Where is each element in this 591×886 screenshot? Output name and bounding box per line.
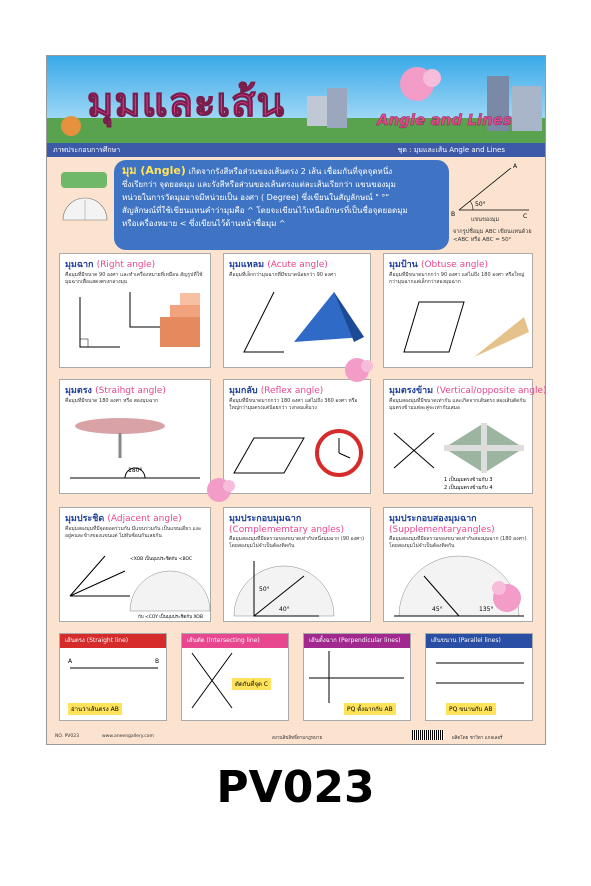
card-straight-line [59, 633, 167, 721]
card-desc: คือมุมสองมุมที่มีจุดยอดร่วมกัน มีแขนร่วมกัน เป็นแขนเดียว และอยู่คนละข้างของแขนแต่ ไม่ทับซ้อนกันเลยกัน [65, 526, 202, 539]
card-title: มุมแหลม [229, 260, 265, 270]
caption-2: <ABC หรือ ABC = 50° [453, 237, 512, 243]
supplementary-a1: 45° [432, 606, 443, 613]
poster-title-english: Angle and Lines [377, 111, 512, 129]
card-title: มุมฉาก [65, 260, 94, 270]
elephant-icon [337, 356, 377, 384]
svg-text:A: A [68, 658, 73, 665]
label-b: B [451, 211, 456, 218]
line-card-caption: PQ ขนานกับ AB [446, 703, 496, 715]
card-title-en: (Supplementaryangles) [389, 525, 495, 535]
protractor-icon [59, 170, 111, 230]
line-card-caption: อ่านว่าเส้นตรง AB [68, 703, 122, 715]
line-card-title: เส้นตรง (Straight line) [60, 634, 166, 648]
angle-diagram [451, 160, 533, 250]
poster-footer [47, 728, 545, 744]
card-desc: คือมุมที่มีขนาดมากกว่า 180 องศา แต่ไม่ถึง 360 องศา หรือใหญ่กว่ามุมตรงแต่น้อยกว่า วงกลมเต็มวง [229, 398, 358, 411]
card-vertical-angle [383, 379, 547, 494]
card-parallel-line [425, 633, 533, 721]
caption-1: จากรูปชื่อมุม ABC เขียนแทนด้วย [453, 229, 532, 235]
card-right-angle [59, 253, 211, 368]
card-desc: คือมุมสองมุมที่มีผลรวมของขนาดเท่ากับสองมุมฉาก (180 องศา) โดยสองมุมไม่จำเป็นต้องติดกัน [389, 536, 527, 549]
card-perpendicular-line [303, 633, 411, 721]
card-obtuse-angle [383, 253, 533, 368]
card-desc: คือมุมที่มีขนาดมากกว่า 90 องศา แต่ไม่ถึง 180 องศา หรือใหญ่กว่ามุมฉากแต่เล็กกว่าสองมุมฉาก [389, 272, 525, 285]
definition-bubble [114, 160, 449, 250]
adjacent-note-2: กับ <COY เป็นมุมประชิดกับ XOB [138, 615, 203, 620]
footer-maker: ผลิตโดย ชาวิตา แกลเลอรี่ [452, 736, 503, 741]
vertical-note-1: 1 เป็นมุมตรงข้ามกับ 3 [444, 477, 493, 483]
card-acute-angle [223, 253, 371, 368]
card-complementary-angle [223, 507, 371, 622]
subtitle-bar [47, 143, 545, 157]
line-card-title: เส้นขนาน (Parallel lines) [426, 634, 532, 648]
label-a: A [513, 163, 518, 170]
angle-degree: 50° [475, 201, 486, 208]
intro-line-5: หรือเครื่องหมาย < ซึ่งเขียนไว้ด้านหน้าชื่อมุม ^ [122, 219, 286, 228]
card-intersecting-line [181, 633, 289, 721]
card-straight-angle [59, 379, 211, 494]
poster-title-thai: มุมและเส้น [87, 80, 285, 126]
card-title: มุมกลับ [229, 386, 258, 396]
obtuse-angle-illustration [384, 287, 534, 367]
card-desc: คือมุมที่มีขนาด 90 องศา และทำเครื่องหมายที่เหมือน สัญรูปที่ใช้มุมฉากเพื่อแสดงตรงกลางมุม [65, 272, 203, 285]
intro-line-1: เกิดจากรังสีหรือส่วนของเส้นตรง 2 เส้น เชื่อมกันที่จุดจุดหนึ่ง [185, 167, 393, 176]
complementary-angle-illustration [224, 551, 372, 621]
card-desc: คือมุมสองมุมที่มีขนาดเท่ากัน และเกิดจากเส้นตรง สองเส้นตัดกัน มุมตรงข้ามแต่ละคู่จะเท่ากันเสมอ [389, 398, 526, 411]
intro-line-2: ซึ่งเรียกว่า จุดยอดมุม และรังสีหรือส่วนของเส้นตรงแต่ละเส้นเรียกว่า แขนของมุม [122, 180, 396, 189]
right-angle-illustration [60, 287, 212, 367]
straight-degree: 180° [128, 467, 143, 474]
card-title-en: (Adjacent angle) [107, 514, 182, 524]
card-title: มุมประกอบสองมุมฉาก [389, 514, 477, 524]
elephant-icon [487, 576, 527, 616]
straight-line-diagram [60, 648, 168, 688]
card-title-en: (Obtuse angle) [420, 260, 489, 270]
card-reflex-angle [223, 379, 371, 494]
line-card-caption: ตัดกันที่จุด C [232, 678, 271, 690]
intro-section [59, 160, 533, 250]
line-card-title: เส้นตั้งฉาก (Perpendicular lines) [304, 634, 410, 648]
adjacent-angle-illustration [60, 546, 212, 621]
poster [46, 55, 546, 745]
subtitle-left: ภาพประกอบการศึกษา [53, 146, 121, 154]
subtitle-right: ชุด : มุมและเส้น Angle and Lines [397, 146, 505, 154]
acute-angle-illustration [224, 282, 372, 367]
arm-label: แขนของมุม [471, 217, 500, 223]
line-card-caption: PQ ตั้งฉากกับ AB [344, 703, 396, 715]
card-title-en: (Straihgt angle) [95, 386, 166, 396]
card-title-en: (Right angle) [96, 260, 156, 270]
product-code: PV023 [216, 762, 375, 813]
parallel-line-diagram [426, 648, 534, 698]
svg-text:B: B [155, 658, 160, 665]
complementary-a1: 50° [259, 586, 270, 593]
card-title-en: (Acute angle) [267, 260, 328, 270]
card-title-en: (Complememtary angles) [229, 525, 344, 535]
card-desc: คือมุมที่มีขนาด 180 องศา หรือ สองมุมฉาก [65, 398, 159, 404]
vertical-note-2: 2 เป็นมุมตรงข้ามกับ 4 [444, 485, 493, 491]
line-card-title: เส้นตัด (Intersecting line) [182, 634, 288, 648]
intro-line-3: หน่วยในการวัดมุมอาจมีหน่วยเป็น องศา ( Degree) ซึ่งเขียนในสัญลักษณ์ " °" [122, 193, 390, 202]
angle-abc-diagram [451, 160, 533, 220]
card-title: มุมป้าน [389, 260, 418, 270]
card-title: มุมตรงข้าม [389, 386, 434, 396]
vertical-angle-illustration [384, 418, 534, 493]
card-adjacent-angle [59, 507, 211, 622]
reflex-angle-illustration [224, 418, 372, 493]
supplementary-a2: 135° [479, 606, 494, 613]
card-title: มุมตรง [65, 386, 92, 396]
barcode-icon [412, 730, 444, 740]
footer-website: www.aneengallery.com [102, 734, 154, 739]
adjacent-note-1: <XOB เป็นมุมประชิดกับ <BOC [130, 557, 193, 562]
footer-code: NO. PV023 [55, 734, 79, 739]
card-desc: คือมุมสองมุมที่มีผลรวมของขนาดเท่ากับหนึ่งมุมฉาก (90 องศา) โดยสองมุมไม่จำเป็นต้องติดกัน [229, 536, 365, 549]
complementary-a2: 40° [279, 606, 290, 613]
card-title-en: (Reflex angle) [260, 386, 324, 396]
card-title: มุมประกอบมุมฉาก [229, 514, 302, 524]
poster-header [47, 56, 545, 143]
card-title-en: (Vertical/opposite angle) [436, 386, 547, 396]
straight-angle-illustration [60, 408, 212, 493]
label-c: C [523, 213, 528, 220]
card-desc: คือมุมที่เล็กกว่ามุมฉากที่มีขนาดน้อยกว่า 90 องศา [229, 272, 336, 278]
elephant-icon [199, 476, 239, 504]
card-title: มุมประชิด [65, 514, 105, 524]
intro-line-4: สัญลักษณ์ที่ใช้เขียนแทนคำว่ามุมคือ ^ โดยจะเขียนไว้เหนืออักษรที่เป็นชื่อจุดยอดมุม [122, 206, 408, 215]
perpendicular-line-diagram [304, 648, 412, 708]
footer-rights: สงวนลิขสิทธิ์ตามกฎหมาย [272, 736, 323, 741]
angle-term: มุม (Angle) [122, 164, 186, 177]
